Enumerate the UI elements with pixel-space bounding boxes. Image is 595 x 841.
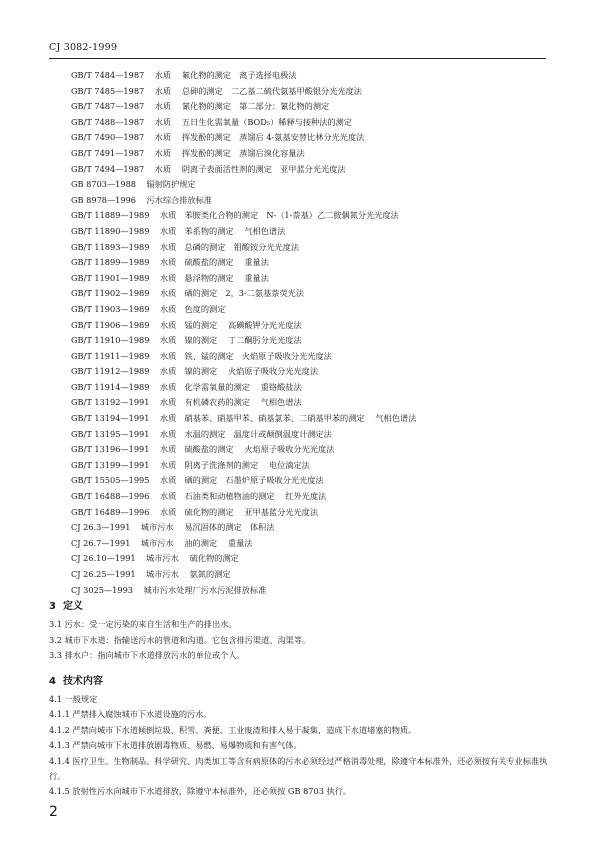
reference-title: 水质 总磷的测定 钼酸铵分光光度法: [159, 241, 300, 252]
reference-item: [71, 349, 551, 365]
definitions-list: [49, 617, 549, 664]
reference-title: 水质 阴离子表面活性剂的测定 亚甲蓝分光光度法: [154, 163, 346, 174]
reference-code: GB/T 11910—1989: [71, 335, 150, 346]
document-header: CJ 3082-1999: [49, 42, 118, 53]
page-number: 2: [49, 804, 58, 820]
reference-code: GB/T 7488—1987: [71, 116, 145, 127]
reference-title: 辐射防护规定: [146, 179, 196, 190]
reference-title: 水质 氟化物的测定 离子选择电极法: [154, 70, 297, 80]
reference-item: [71, 473, 551, 489]
reference-code: GB/T 13199—1991: [71, 459, 150, 470]
reference-code: GB/T 11912—1989: [71, 366, 150, 377]
reference-title: 水质 硫酸盐的测定 火焰原子吸收分光光度法: [159, 444, 335, 455]
reference-item: [71, 489, 551, 505]
section-3-title: 定义: [62, 601, 83, 612]
reference-code: CJ 26.10—1991: [71, 553, 136, 564]
reference-item: [71, 208, 551, 224]
reference-title: 水质 化学需氧量的测定 重铬酸盐法: [159, 381, 302, 392]
reference-item: [71, 115, 551, 131]
reference-item: [71, 364, 551, 380]
definition-item: 3.1 污水：受一定污染的来自生活和生产的排出水。: [49, 619, 237, 629]
definition-item: 3.3 排水户：指向城市下水道排放污水的单位或个人。: [49, 650, 245, 661]
reference-code: GB/T 11890—1989: [71, 225, 150, 236]
reference-item: [71, 318, 551, 334]
reference-item: [71, 551, 551, 567]
section-3-heading: [49, 597, 83, 612]
reference-item: [71, 68, 551, 84]
reference-title: 水质 总砷的测定 二乙基二硫代氨基甲酸银分光光度法: [154, 85, 362, 96]
reference-code: GB/T 13196—1991: [71, 444, 150, 455]
reference-code: GB/T 15505—1995: [71, 475, 150, 486]
reference-code: GB/T 11889—1989: [71, 210, 150, 221]
reference-code: GB/T 16488—1996: [71, 491, 150, 502]
reference-item: [71, 458, 551, 474]
reference-code: GB/T 11899—1989: [71, 257, 150, 268]
reference-title: 水质 挥发酚的测定 蒸馏后 4-氨基安替比林分光光度法: [154, 132, 365, 143]
reference-code: CJ 26.3—1991: [71, 522, 131, 533]
reference-item: [71, 567, 551, 583]
reference-code: GB/T 13195—1991: [71, 428, 150, 439]
reference-item: [71, 333, 551, 349]
reference-title: 水质 五日生化需氧量（BOD₅）稀释与接种法的测定: [154, 116, 352, 127]
reference-item: [71, 442, 551, 458]
reference-code: GB/T 11893—1989: [71, 241, 150, 252]
reference-code: GB/T 11914—1989: [71, 381, 150, 392]
reference-title: 水质 硒的测定 石墨炉原子吸收分光光度法: [159, 475, 324, 486]
reference-item: [71, 240, 551, 256]
reference-code: GB/T 7484—1987: [71, 70, 145, 80]
technical-content: [49, 692, 549, 800]
reference-title: 水质 有机磷农药的测定 气相色谱法: [159, 397, 302, 408]
reference-title: 水质 硫酸盐的测定 重量法: [159, 257, 269, 268]
section-4-title: 技术内容: [62, 676, 103, 687]
reference-title: 水质 阴离子洗涤剂的测定 电位滴定法: [159, 459, 310, 470]
reference-code: GB/T 11911—1989: [71, 350, 150, 361]
reference-code: CJ 3025—1993: [71, 584, 134, 595]
reference-code: GB/T 16489—1996: [71, 506, 150, 517]
reference-code: GB/T 7490—1987: [71, 132, 145, 143]
reference-title: 城市污水 易沉固体的测定 体积法: [140, 522, 275, 533]
definition-item: 3.2 城市下水道：指输送污水的管道和沟道。它包含排污渠道、沟渠等。: [49, 634, 311, 645]
reference-title: 水质 锰的测定 高碘酸钾分光光度法: [159, 319, 302, 330]
reference-item: [71, 536, 551, 552]
clause-paragraph: 4.1.3 严禁向城市下水道排放剧毒物质、易燃、易爆物质和有害气体。: [49, 740, 302, 751]
reference-item: [71, 286, 551, 302]
reference-item: [71, 520, 551, 536]
reference-title: 水质 硝基苯、硝基甲苯、硝基氯苯、二硝基甲苯的测定 气相色谱法: [159, 413, 417, 424]
reference-item: [71, 583, 551, 599]
reference-item: [71, 146, 551, 162]
reference-code: GB/T 11901—1989: [71, 272, 150, 283]
reference-item: [71, 130, 551, 146]
reference-code: GB/T 11902—1989: [71, 288, 150, 299]
clause-paragraph: 4.1.5 放射性污水向城市下水道排放，除遵守本标准外，还必须按 GB 8703 执行。: [49, 786, 352, 797]
normative-references-list: [71, 68, 551, 598]
reference-code: GB/T 11903—1989: [71, 303, 150, 314]
reference-title: 水质 铁、锰的测定 火焰原子吸收分光光度法: [159, 350, 332, 361]
reference-item: [71, 427, 551, 443]
reference-item: [71, 505, 551, 521]
reference-title: 水质 色度的测定: [159, 303, 226, 314]
reference-title: 水质 悬浮物的测定 重量法: [159, 272, 269, 283]
reference-code: CJ 26.7—1991: [71, 537, 131, 548]
reference-title: 城市污水处理厂污水污泥排放标准: [143, 584, 267, 595]
reference-item: [71, 99, 551, 115]
reference-code: GB/T 7487—1987: [71, 101, 145, 112]
reference-code: GB/T 13194—1991: [71, 413, 150, 424]
clause-paragraph: 4.1 一般规定: [49, 694, 98, 704]
reference-title: 水质 镍的测定 丁二酮肟分光光度法: [159, 335, 302, 346]
header-rule: [49, 58, 546, 59]
reference-title: 城市污水 油的测定 重量法: [140, 537, 253, 548]
reference-item: [71, 271, 551, 287]
section-4-number: 4: [49, 676, 56, 687]
clause-paragraph: 4.1.1 严禁排入腐蚀城市下水道设施的污水。: [49, 709, 212, 720]
reference-item: [71, 162, 551, 178]
reference-code: GB/T 7494—1987: [71, 163, 145, 174]
reference-item: [71, 395, 551, 411]
reference-title: 水质 石油类和动植物油的测定 红外光度法: [159, 491, 327, 502]
reference-title: 水质 镍的测定 火焰原子吸收分光光度法: [159, 366, 319, 377]
reference-code: GB 8978—1996: [71, 194, 137, 205]
reference-item: [71, 84, 551, 100]
reference-code: GB/T 13192—1991: [71, 397, 150, 408]
reference-title: 水质 硫化物的测定 亚甲基蓝分光光度法: [159, 506, 319, 517]
reference-item: [71, 302, 551, 318]
reference-code: GB/T 11906—1989: [71, 319, 150, 330]
clause-paragraph: 4.1.2 严禁向城市下水道倾倒垃圾、积雪、粪便、工业废渣和排入易于凝集，造成下水道堵塞的物质。: [49, 724, 417, 735]
reference-code: CJ 26.25—1991: [71, 569, 136, 579]
reference-title: 水质 硒的测定 2，3-二氨基萘荧光法: [159, 288, 305, 299]
reference-title: 城市污水 硫化物的测定: [146, 553, 239, 564]
reference-code: GB/T 7491—1987: [71, 147, 145, 158]
reference-title: 污水综合排放标准: [146, 194, 212, 205]
section-3-number: 3: [49, 601, 56, 612]
reference-item: [71, 193, 551, 209]
reference-title: 水质 氰化物的测定 第二部分：氰化物的测定: [154, 101, 330, 112]
reference-code: GB/T 7485—1987: [71, 85, 145, 96]
reference-title: 城市污水 氨氮的测定: [146, 569, 231, 579]
reference-item: [71, 177, 551, 193]
reference-item: [71, 411, 551, 427]
section-4-heading: [49, 672, 103, 687]
clause-paragraph: 4.1.4 医疗卫生、生物制品、科学研究、肉类加工等含有病原体的污水必须经过严格消毒处理，除遵守本标准外，还必须按有关专业标准执行。: [49, 755, 548, 782]
reference-title: 水质 水温的测定 温度计或颠倒温度计测定法: [159, 428, 332, 439]
reference-code: GB 8703—1988: [71, 179, 137, 190]
reference-item: [71, 380, 551, 396]
reference-item: [71, 224, 551, 240]
reference-title: 水质 挥发酚的测定 蒸馏后溴化容量法: [154, 147, 305, 158]
reference-title: 水质 苯系物的测定 气相色谱法: [159, 225, 286, 236]
reference-item: [71, 255, 551, 271]
reference-title: 水质 苯胺类化合物的测定 N-（1-萘基）乙二胺偶氮分光光度法: [159, 210, 399, 221]
